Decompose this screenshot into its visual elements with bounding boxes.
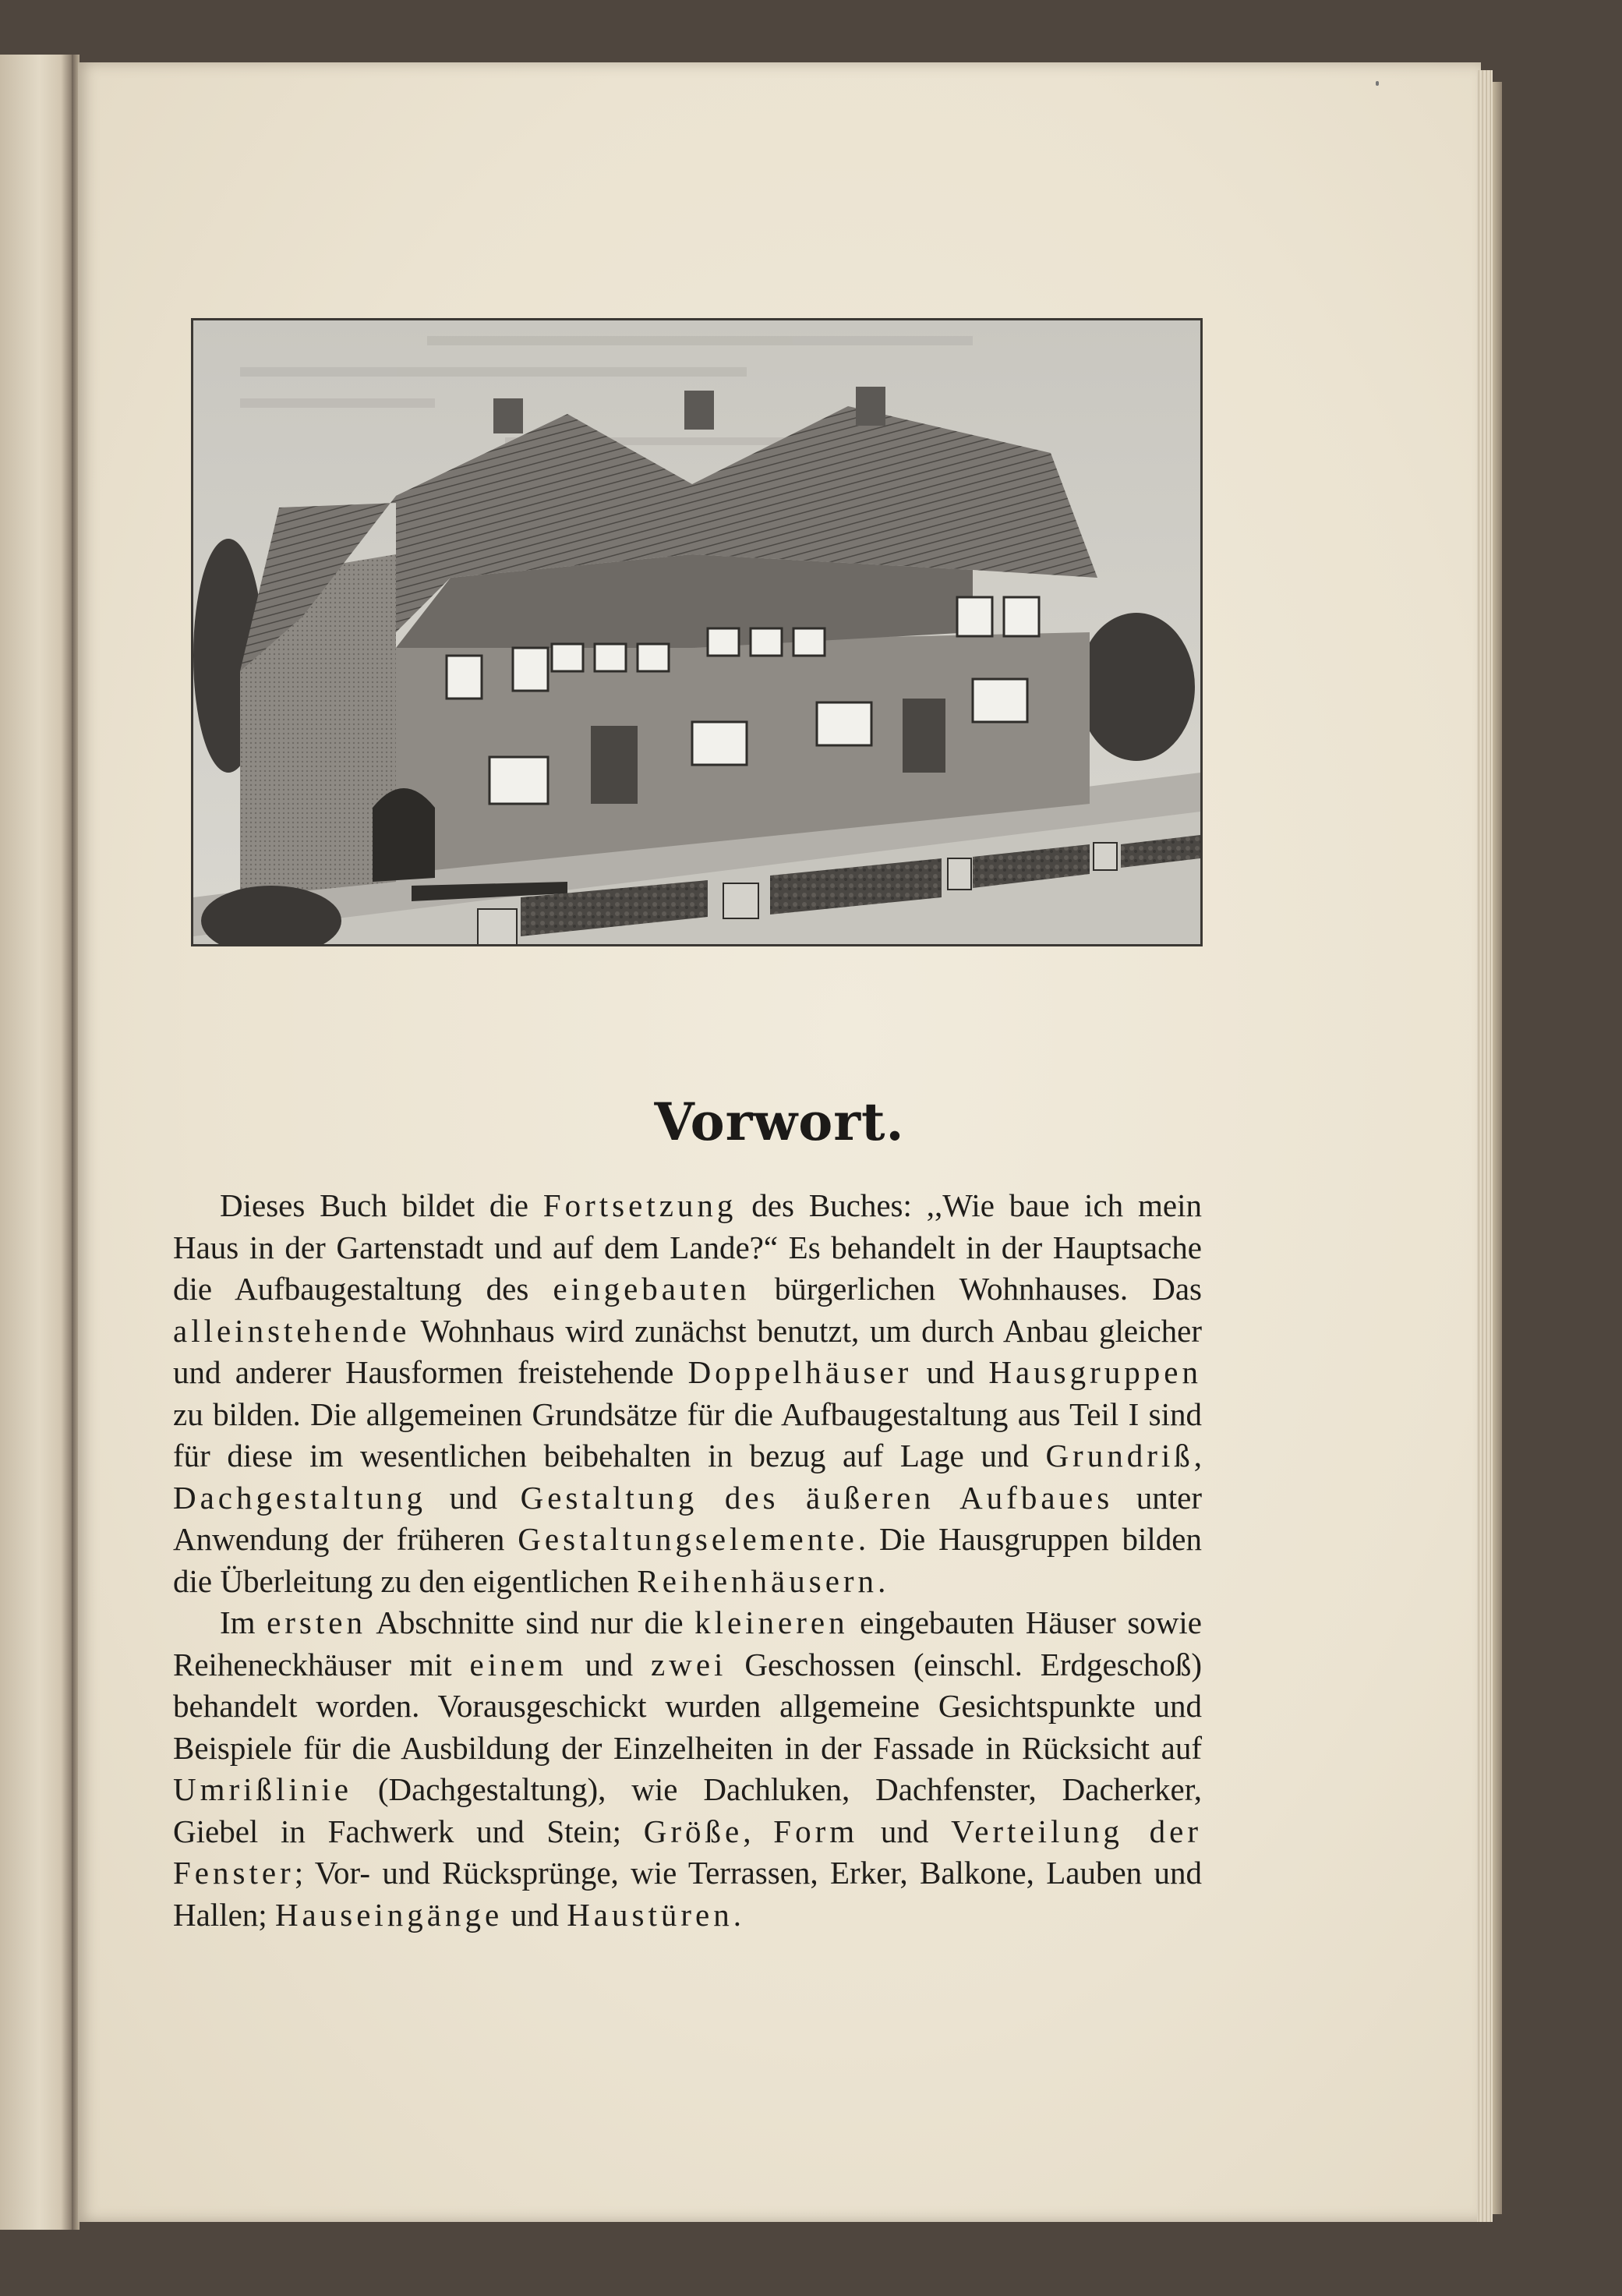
text-run: Wohnhaus wird zunächst benutzt, um durch Anbau gleicher und anderer Hausformen freistehende <box>173 1312 1202 1390</box>
text-run: . Die Hausgruppen bilden die Überleitung zu den eigentlichen <box>173 1521 1203 1599</box>
emphasized-text: zwei <box>651 1646 727 1682</box>
text-run: Dieses Buch bildet die <box>220 1187 543 1223</box>
text-run: und <box>912 1354 989 1390</box>
emphasized-text: alleinstehende <box>173 1312 411 1349</box>
emphasized-text: eingebauten <box>553 1271 751 1307</box>
emphasized-text: Doppelhäuser <box>687 1354 913 1390</box>
emphasized-text: kleineren <box>694 1604 849 1640</box>
cover-edge <box>1493 82 1502 2214</box>
emphasized-text: Gestaltungselemente <box>518 1521 858 1557</box>
emphasized-text: Haustüren <box>567 1896 733 1933</box>
emphasized-text: Grundriß <box>1045 1438 1194 1473</box>
emphasized-text: Verteilung der Fenster <box>173 1813 1203 1891</box>
emphasized-text: Dachgestaltung <box>173 1479 427 1516</box>
emphasized-text: Hauseingänge <box>274 1896 504 1933</box>
foreword-body <box>173 1185 1202 1936</box>
title-wrapper <box>78 0 1481 2296</box>
paragraph <box>173 1185 1202 1602</box>
emphasized-text: Fortsetzung <box>542 1187 737 1223</box>
text-run: eingebauten Häuser sowie Reiheneckhäuser mit <box>173 1604 1203 1682</box>
text-run: und <box>426 1479 521 1516</box>
text-run: , <box>743 1813 774 1849</box>
text-run: und <box>503 1896 567 1933</box>
text-run: ; Vor- und Rücksprünge, wie Terrassen, Erker, Balkone, Lauben und Hallen; <box>173 1855 1202 1933</box>
text-run: unter Anwendung der früheren <box>173 1479 1202 1557</box>
text-run: und <box>858 1813 952 1849</box>
text-run: Geschossen (einschl. Erdgeschoß) behandelt worden. Vorausgeschickt wurden allgemeine Gesichtspunkte und Beispiele für die Ausbildung der Einzelheiten in der Fassade in Rücksicht auf <box>173 1646 1202 1766</box>
text-run: und <box>567 1646 652 1682</box>
text-run: zu bilden. Die allgemeinen Grundsätze für die Aufbaugestaltung aus Teil I sind für diese im wesentlichen beibehalten in bezug auf Lage und <box>173 1396 1202 1473</box>
text-run: . <box>733 1896 741 1933</box>
facing-page-edge <box>0 55 72 2230</box>
emphasized-text: ersten <box>267 1604 366 1640</box>
text-run: des Buches: ,,Wie baue ich mein Haus in der Gartenstadt und auf dem Lande?“ Es behandelt in der Hauptsache die Aufbaugestaltung des <box>173 1187 1202 1307</box>
emphasized-text: Hausgruppen <box>988 1354 1202 1390</box>
emphasized-text: Reihenhäusern <box>637 1562 878 1599</box>
paragraph <box>173 1602 1202 1936</box>
emphasized-text: Umrißlinie <box>173 1771 352 1807</box>
emphasized-text: Form <box>773 1813 859 1849</box>
text-run: bürgerlichen Wohnhauses. Das <box>750 1271 1203 1307</box>
text-run: Abschnitte sind nur die <box>366 1604 695 1640</box>
text-run: . <box>878 1562 886 1599</box>
emphasized-text: einem <box>469 1646 567 1682</box>
emphasized-text: Gestaltung des äußeren Aufbaues <box>520 1479 1114 1516</box>
emphasized-text: Größe <box>643 1813 744 1849</box>
page-title: Vorwort. <box>654 1091 905 1152</box>
text-run: , <box>1193 1438 1202 1473</box>
text-run: Im <box>220 1604 267 1640</box>
text-run: (Dachgestaltung), wie Dachluken, Dachfenster, Dacherker, Giebel in Fachwerk und Stein; <box>173 1771 1202 1849</box>
